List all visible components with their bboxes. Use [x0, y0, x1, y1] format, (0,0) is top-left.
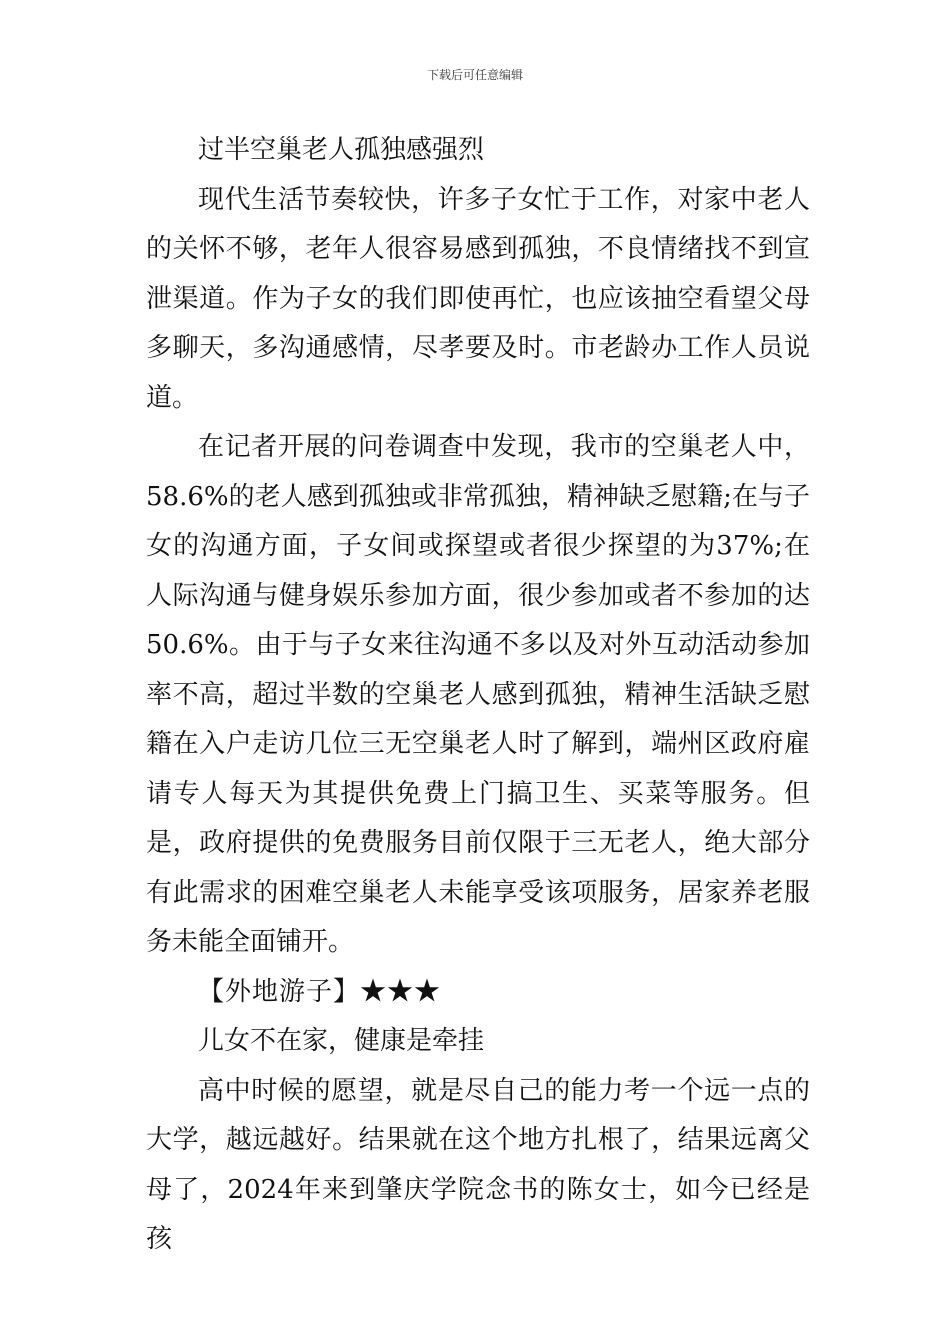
paragraph-ms-chen-story: 高中时候的愿望，就是尽自己的能力考一个远一点的大学，越远越好。结果就在这个地方扎根了，结果远离父母了，2024年来到肇庆学院念书的陈女士，如今已经是孩: [146, 1075, 810, 1254]
document-body: [146, 126, 810, 1265]
section-heading-empty-nest: 过半空巢老人孤独感强烈: [198, 135, 485, 165]
section-heading-wandering-children: 【外地游子】★★★: [198, 976, 442, 1007]
subheading-health-concern: 儿女不在家，健康是牵挂: [198, 1026, 485, 1056]
paragraph-modern-life: 现代生活节奏较快，许多子女忙于工作，对家中老人的关怀不够，老年人很容易感到孤独，不良情绪找不到宣泄渠道。作为子女的我们即使再忙，也应该抽空看望父母多聊天，多沟通感情，尽孝要及时。市老龄办工作人员说道。: [146, 184, 810, 413]
paragraph-survey-results: 在记者开展的问卷调查中发现，我市的空巢老人中，58.6%的老人感到孤独或非常孤独，精神缺乏慰籍;在与子女的沟通方面，子女间或探望或者很少探望的为37%;在人际沟通与健身娱乐参加方面，很少参加或者不参加的达50.6%。由于与子女来往沟通不多以及对外互动活动参加率不高，超过半数的空巢老人感到孤独，精神生活缺乏慰籍在入户走访几位三无空巢老人时了解到，端州区政府雇请专人每天为其提供免费上门搞卫生、买菜等服务。但是，政府提供的免费服务目前仅限于三无老人，绝大部分有此需求的困难空巢老人未能享受该项服务，居家养老服务未能全面铺开。: [146, 432, 810, 957]
page-header-note: 下载后可任意编辑: [426, 68, 523, 82]
